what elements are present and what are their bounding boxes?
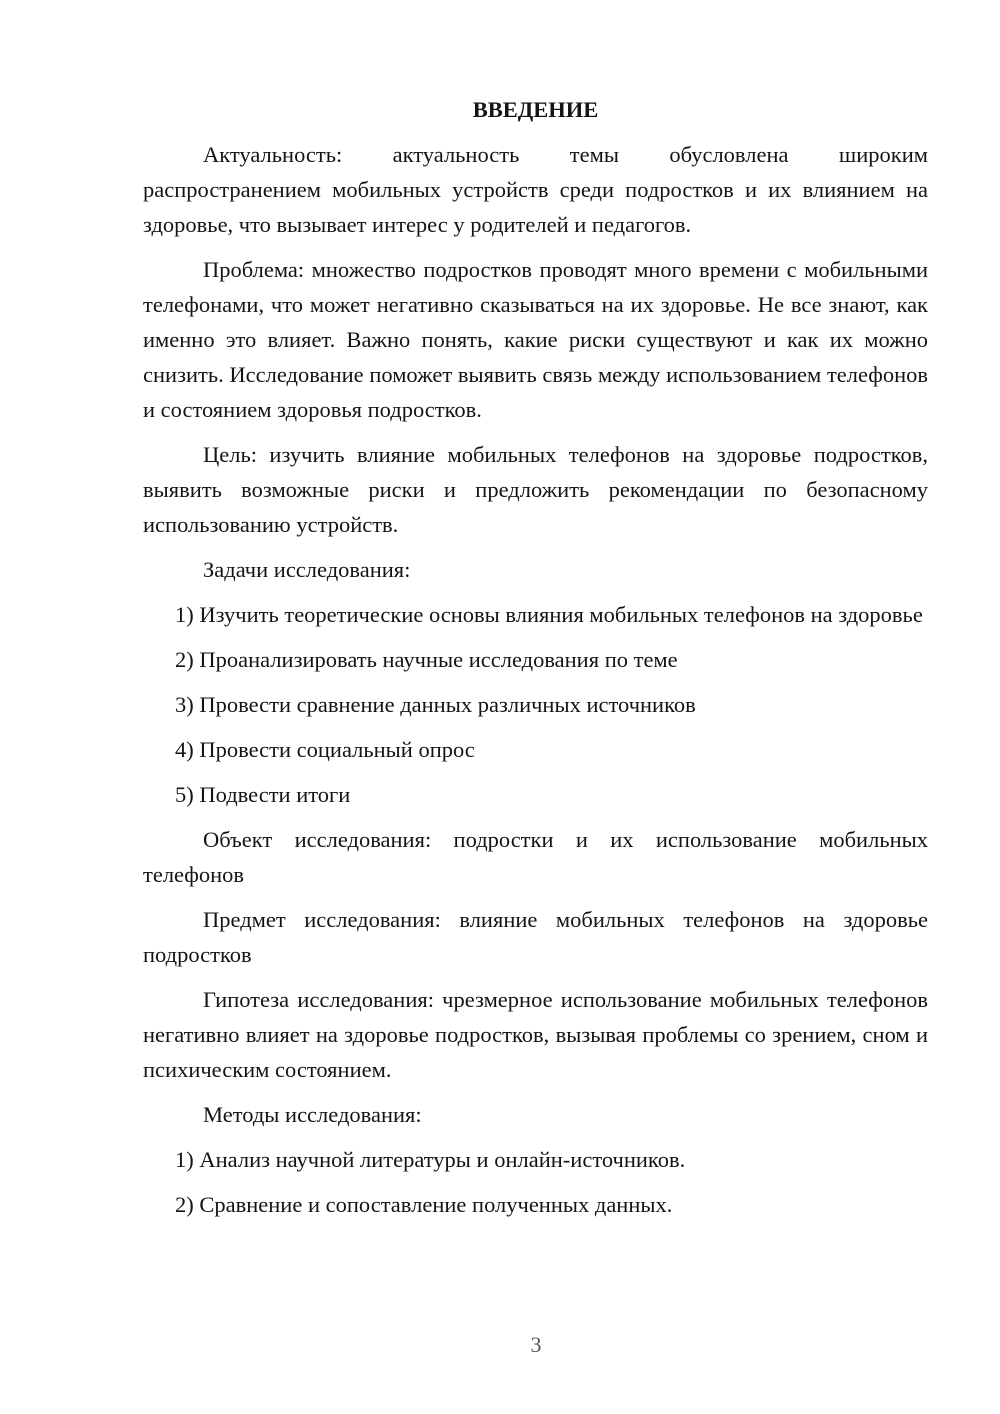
- method-item-1: 1) Анализ научной литературы и онлайн-источников.: [175, 1147, 686, 1172]
- hypothesis-paragraph: Гипотеза исследования: чрезмерное использование мобильных телефонов негативно влияет на здоровье подростков, вызывая проблемы со зрением, сном и психическим состоянием.: [143, 987, 928, 1082]
- document-page: [143, 92, 928, 1232]
- task-item-2: 2) Проанализировать научные исследования по теме: [175, 647, 678, 672]
- methods-heading: Методы исследования:: [203, 1102, 422, 1127]
- page-number: 3: [530, 1332, 542, 1357]
- tasks-heading: Задачи исследования:: [203, 557, 411, 582]
- relevance-paragraph: Актуальность: актуальность темы обусловлена широким распространением мобильных устройств среди подростков и их влиянием на здоровье, что вызывает интерес у родителей и педагогов.: [143, 142, 928, 237]
- object-paragraph: Объект исследования: подростки и их использование мобильных телефонов: [143, 827, 928, 887]
- section-title: ВВЕДЕНИЕ: [472, 97, 599, 122]
- task-item-3: 3) Провести сравнение данных различных источников: [175, 692, 696, 717]
- goal-paragraph: Цель: изучить влияние мобильных телефонов на здоровье подростков, выявить возможные риски и предложить рекомендации по безопасному использованию устройств.: [143, 442, 928, 537]
- subject-paragraph: Предмет исследования: влияние мобильных телефонов на здоровье подростков: [143, 907, 928, 967]
- problem-paragraph: Проблема: множество подростков проводят много времени с мобильными телефонами, что может негативно сказываться на их здоровье. Не все знают, как именно это влияет. Важно понять, какие риски существуют и как их можно снизить. Исследование поможет выявить связь между использованием телефонов и состоянием здоровья подростков.: [143, 257, 928, 422]
- task-item-4: 4) Провести социальный опрос: [175, 737, 475, 762]
- task-item-1: 1) Изучить теоретические основы влияния мобильных телефонов на здоровье: [175, 602, 923, 627]
- method-item-2: 2) Сравнение и сопоставление полученных данных.: [175, 1192, 673, 1217]
- task-item-5: 5) Подвести итоги: [175, 782, 351, 807]
